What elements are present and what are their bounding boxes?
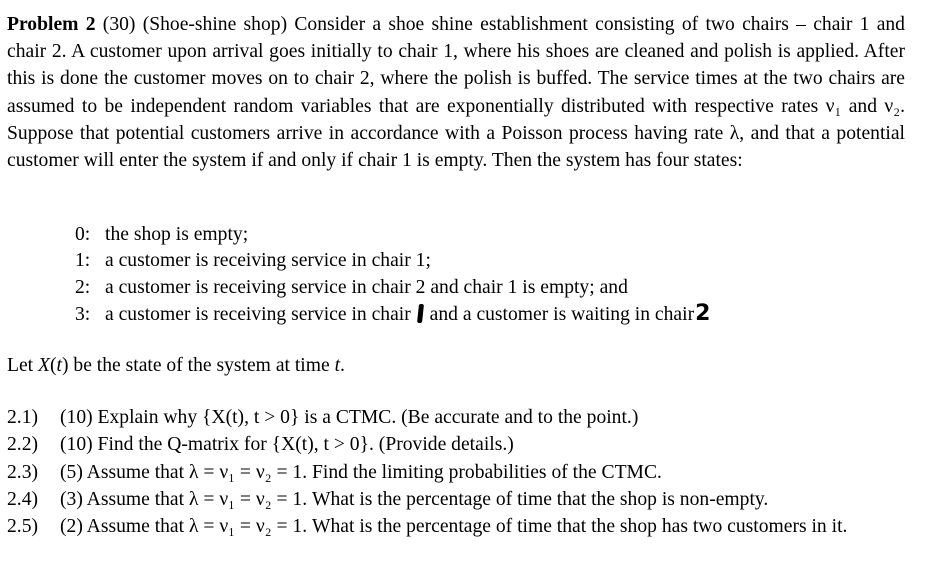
state-number: 3: [75,303,91,325]
problem-statement [7,11,905,174]
state-item [75,301,709,328]
let-pre: Let [7,355,39,376]
let-t: t [334,355,341,376]
question-list [7,404,905,540]
question-number: 2.1) [7,407,39,428]
question-text: (2) Assume that λ = ν₁ = ν₂ = 1. What is the percentage of time that the shop has two customers in it. [60,516,848,538]
question-item [7,404,905,431]
let-statement [7,352,345,379]
let-end: . [340,355,345,376]
let-var: X [38,355,50,376]
question-text: (3) Assume that λ = ν₁ = ν₂ = 1. What is the percentage of time that the shop is non-empty. [60,488,769,510]
question-number: 2.5) [7,516,39,538]
question-number: 2.2) [7,434,39,456]
state-text-before: a customer is receiving service in chair [105,303,416,325]
let-arg: t [56,355,62,376]
state-text: a customer is receiving service in chair 1; [105,250,431,272]
state-text: a customer is receiving service in chair 2 and chair 1 is empty; and [105,276,628,298]
let-mid: be the state of the system at time [68,355,335,376]
state-text: the shop is empty; [105,224,249,245]
question-item [7,486,905,513]
handwritten-one-mark [417,304,424,323]
state-number: 0: [75,224,91,245]
let-paren-close: ) [61,355,69,376]
state-item [75,222,709,248]
problem-label: Problem 2 [7,14,96,35]
state-list [75,222,709,328]
question-number: 2.3) [7,461,39,483]
question-text: (10) Explain why {X(t), t > 0} is a CTMC. (Be accurate and to the point.) [60,407,639,428]
state-number: 1: [75,250,91,272]
handwritten-two-mark: 2 [695,300,710,326]
question-item [7,513,905,540]
state-text-after: and a customer is waiting in chair [429,303,695,325]
problem-intro-text: (30) (Shoe-shine shop) Consider a shoe shine establishment consisting of two chairs – chair 1 and chair 2. A customer upon arrival goes initially to chair 1, where his shoes are cleaned and polish is applied. After this is done the customer moves on to chair 2, where the polish is buffed. The service times at the two chairs are assumed to be independent random variables that are exponentially distributed with respective rates ν₁ and ν₂. Suppose that potential customers arrive in accordance with a Poisson process having rate λ, and that a potential customer will enter the system if and only if chair 1 is empty. Then the system has four states: [7,14,905,172]
question-item [7,459,905,486]
state-item [75,248,709,274]
question-number: 2.4) [7,488,39,510]
let-paren-open: ( [49,355,57,376]
state-number: 2: [75,276,91,298]
question-text: (5) Assume that λ = ν₁ = ν₂ = 1. Find the limiting probabilities of the CTMC. [60,461,662,483]
state-item [75,275,709,301]
question-text: (10) Find the Q-matrix for {X(t), t > 0}. (Provide details.) [60,434,514,456]
question-item [7,431,905,458]
